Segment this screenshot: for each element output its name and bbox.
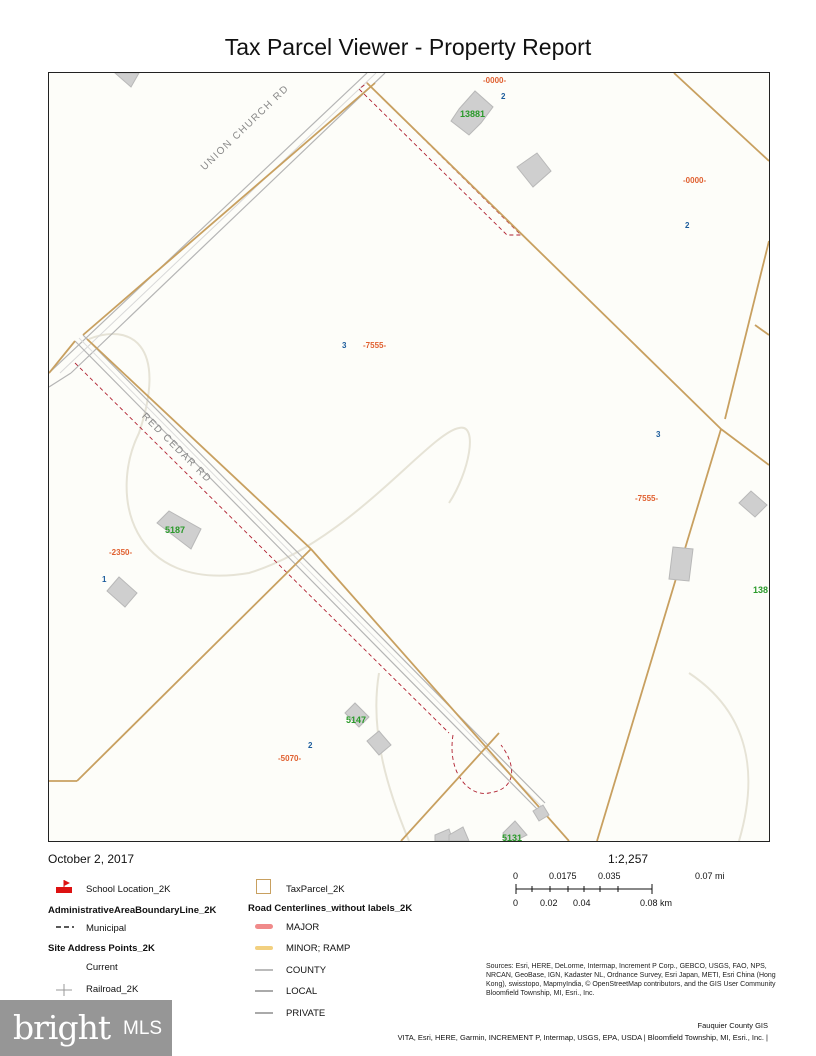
parcel-number-label: -2350- xyxy=(109,548,133,557)
minor-road-swatch-icon xyxy=(255,946,273,950)
cul-de-sac-boundary xyxy=(452,735,512,793)
site-number-label: 2 xyxy=(308,741,313,750)
major-road-swatch-icon xyxy=(255,924,273,929)
site-number-label: 1 xyxy=(102,575,107,584)
parcel-number-label: -0000- xyxy=(483,76,507,85)
parcel-number-label: -7555- xyxy=(363,341,387,350)
scale-bar-graphic xyxy=(512,882,712,896)
legend-current: Current xyxy=(86,962,118,973)
legend-tax-parcel: TaxParcel_2K xyxy=(286,884,345,895)
parcel-map[interactable] xyxy=(48,72,770,842)
legend-road-heading: Road Centerlines_without labels_2K xyxy=(248,903,413,914)
bright-mls-watermark xyxy=(0,1000,172,1056)
map-canvas xyxy=(49,73,769,841)
legend-minor: MINOR; RAMP xyxy=(286,943,351,954)
railroad-icon xyxy=(56,982,72,998)
credit-county-gis: Fauquier County GIS xyxy=(697,1021,768,1030)
red-cedar-road-edge xyxy=(83,335,545,803)
building-footprints xyxy=(107,73,767,841)
county-road-swatch-icon xyxy=(255,969,273,971)
legend-admin-boundary-heading: AdministrativeAreaBoundaryLine_2K xyxy=(48,905,217,916)
scale-tick-label: 0.07 mi xyxy=(695,871,725,881)
legend-school-location: School Location_2K xyxy=(86,884,171,895)
road-label-red-cedar: RED CEDAR RD xyxy=(139,411,214,486)
legend-municipal: Municipal xyxy=(86,923,127,934)
union-church-road-edge xyxy=(71,73,385,373)
legend-site-address-heading: Site Address Points_2K xyxy=(48,943,155,954)
scale-ratio: 1:2,257 xyxy=(608,852,649,866)
watermark-suffix: MLS xyxy=(123,1018,163,1039)
school-flag-icon xyxy=(56,880,74,894)
scale-tick-label: 0.02 xyxy=(540,898,558,908)
scale-tick-label: 0 xyxy=(513,871,519,881)
road-label-union-church: UNION CHURCH RD xyxy=(199,82,292,173)
terrain-path xyxy=(89,334,470,576)
legend-major: MAJOR xyxy=(286,922,320,933)
municipal-boundary xyxy=(359,83,521,235)
scale-tick-label: 0.04 xyxy=(573,898,591,908)
local-road-swatch-icon xyxy=(255,990,273,992)
site-number-label: 2 xyxy=(501,92,506,101)
watermark-brand: bright xyxy=(13,1008,111,1047)
driveway-path xyxy=(376,673,409,841)
union-church-road-centerline xyxy=(60,73,376,373)
address-label: 5131 xyxy=(502,833,523,842)
scale-tick-label: 0.0175 xyxy=(549,871,577,881)
driveway-path-east xyxy=(689,673,748,841)
red-cedar-road-edge xyxy=(75,341,537,809)
map-sources-attribution: Sources: Esri, HERE, DeLorme, Intermap, Increment P Corp., GEBCO, USGS, FAO, NPS, NRCAN, GeoBase, IGN, Kadaster NL, Ordnance Survey, Esri Japan, METI, Esri China (Hong Kong), swisstopo, MapmyIndia, © OpenStreetMap contributors, and the GIS User Community Bloomfield Township, MI, Esri., Inc. xyxy=(486,963,776,997)
tax-parcel-lines xyxy=(49,73,769,841)
legend-private: PRIVATE xyxy=(286,1008,326,1019)
address-label: 5187 xyxy=(165,525,186,535)
report-title: Tax Parcel Viewer - Property Report xyxy=(224,34,592,60)
parcel-number-label: -5070- xyxy=(278,754,302,763)
legend-railroad: Railroad_2K xyxy=(86,984,139,995)
private-road-swatch-icon xyxy=(255,1012,273,1014)
municipal-dash-icon xyxy=(56,924,74,930)
road-junction xyxy=(49,373,71,387)
address-label: 138 xyxy=(753,585,769,595)
site-number-label: 2 xyxy=(685,221,690,230)
address-label: 5147 xyxy=(346,715,367,725)
parcel-number-label: -7555- xyxy=(635,494,659,503)
scale-tick-label: 0.035 xyxy=(598,871,621,881)
parcel-number-label: -0000- xyxy=(683,176,707,185)
credit-data-providers: VITA, Esri, HERE, Garmin, INCREMENT P, Intermap, USGS, EPA, USDA | Bloomfield Township, MI, Esri., Inc. | xyxy=(397,1033,768,1042)
report-date: October 2, 2017 xyxy=(48,852,135,866)
tax-parcel-swatch-icon xyxy=(256,879,271,894)
scale-tick-label: 0.08 km xyxy=(640,898,673,908)
site-number-label: 3 xyxy=(656,430,661,439)
legend-county: COUNTY xyxy=(286,965,327,976)
address-label: 13881 xyxy=(460,109,486,119)
red-cedar-road-centerline xyxy=(79,338,541,806)
scale-tick-label: 0 xyxy=(513,898,519,908)
union-church-road-edge xyxy=(49,73,367,373)
site-number-label: 3 xyxy=(342,341,347,350)
legend-local: LOCAL xyxy=(286,986,318,997)
